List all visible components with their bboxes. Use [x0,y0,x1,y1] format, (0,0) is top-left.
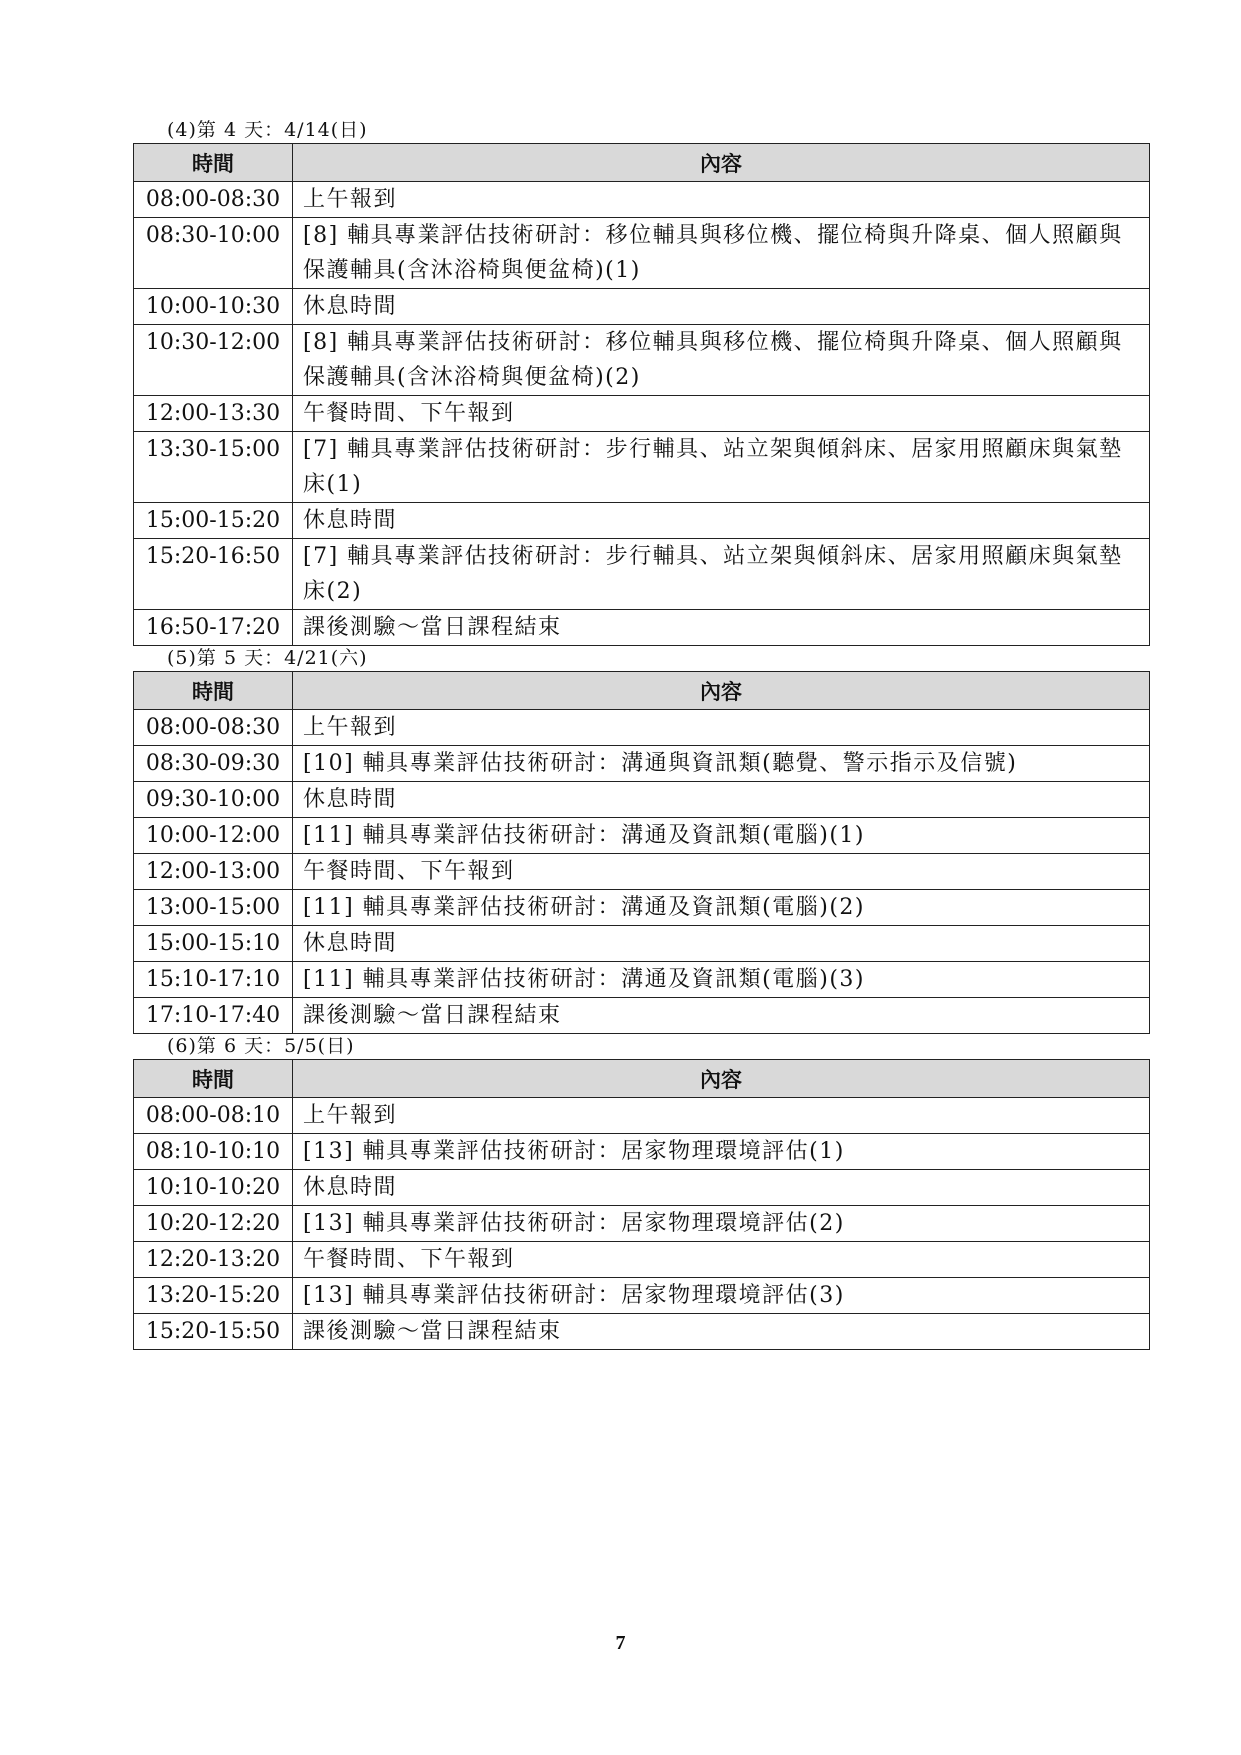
table-row [134,746,1150,782]
time-cell: 08:30-09:30 [134,746,293,782]
header-time: 時間 [134,1060,293,1098]
schedule-section-day4 [133,118,1149,646]
content-cell: [7] 輔具專業評估技術研討：步行輔具、站立架與傾斜床、居家用照顧床與氣墊床(2) [293,539,1150,610]
content-cell: 午餐時間、下午報到 [293,854,1150,890]
table-row [134,1206,1150,1242]
time-cell: 15:20-15:50 [134,1314,293,1350]
content-cell: 午餐時間、下午報到 [293,396,1150,432]
content-cell: 休息時間 [293,782,1150,818]
schedule-table [133,1059,1150,1350]
table-row [134,289,1150,325]
section-caption: (4)第 4 天：4/14(日) [167,119,368,141]
table-header-row [134,1060,1150,1098]
table-row [134,182,1150,218]
content-cell: 課後測驗～當日課程結束 [293,1314,1150,1350]
schedule-section-day5 [133,646,1149,1034]
time-cell: 15:20-16:50 [134,539,293,610]
table-row [134,432,1150,503]
content-cell: 休息時間 [293,926,1150,962]
time-cell: 10:00-12:00 [134,818,293,854]
content-cell: [10] 輔具專業評估技術研討：溝通與資訊類(聽覺、警示指示及信號) [293,746,1150,782]
content-cell: [13] 輔具專業評估技術研討：居家物理環境評估(3) [293,1278,1150,1314]
time-cell: 13:20-15:20 [134,1278,293,1314]
time-cell: 16:50-17:20 [134,610,293,646]
table-row [134,1242,1150,1278]
table-row [134,396,1150,432]
content-cell: [13] 輔具專業評估技術研討：居家物理環境評估(1) [293,1134,1150,1170]
content-cell: [8] 輔具專業評估技術研討：移位輔具與移位機、擺位椅與升降桌、個人照顧與保護輔具(含沐浴椅與便盆椅)(1) [293,218,1150,289]
time-cell: 15:10-17:10 [134,962,293,998]
schedule-section-day6 [133,1034,1149,1350]
table-row [134,962,1150,998]
time-cell: 08:00-08:30 [134,182,293,218]
table-header-row [134,144,1150,182]
section-caption: (5)第 5 天：4/21(六) [167,647,368,669]
header-content: 內容 [293,672,1150,710]
table-row [134,503,1150,539]
content-cell: [7] 輔具專業評估技術研討：步行輔具、站立架與傾斜床、居家用照顧床與氣墊床(1) [293,432,1150,503]
content-cell: [8] 輔具專業評估技術研討：移位輔具與移位機、擺位椅與升降桌、個人照顧與保護輔具(含沐浴椅與便盆椅)(2) [293,325,1150,396]
table-row [134,926,1150,962]
header-content: 內容 [293,144,1150,182]
time-cell: 08:30-10:00 [134,218,293,289]
table-row [134,782,1150,818]
document-page [133,118,1149,1350]
time-cell: 12:20-13:20 [134,1242,293,1278]
content-cell: 上午報到 [293,1098,1150,1134]
table-row [134,890,1150,926]
time-cell: 09:30-10:00 [134,782,293,818]
header-time: 時間 [134,144,293,182]
time-cell: 15:00-15:20 [134,503,293,539]
table-row [134,854,1150,890]
content-cell: 課後測驗～當日課程結束 [293,998,1150,1034]
content-cell: 休息時間 [293,1170,1150,1206]
time-cell: 08:00-08:10 [134,1098,293,1134]
time-cell: 10:00-10:30 [134,289,293,325]
time-cell: 10:30-12:00 [134,325,293,396]
time-cell: 08:10-10:10 [134,1134,293,1170]
table-row [134,710,1150,746]
schedule-table [133,671,1150,1034]
table-row [134,218,1150,289]
time-cell: 12:00-13:30 [134,396,293,432]
content-cell: 午餐時間、下午報到 [293,1242,1150,1278]
time-cell: 10:20-12:20 [134,1206,293,1242]
table-row [134,539,1150,610]
content-cell: 課後測驗～當日課程結束 [293,610,1150,646]
content-cell: [11] 輔具專業評估技術研討：溝通及資訊類(電腦)(2) [293,890,1150,926]
content-cell: [11] 輔具專業評估技術研討：溝通及資訊類(電腦)(1) [293,818,1150,854]
time-cell: 13:30-15:00 [134,432,293,503]
table-row [134,1098,1150,1134]
content-cell: 休息時間 [293,503,1150,539]
time-cell: 17:10-17:40 [134,998,293,1034]
section-caption: (6)第 6 天：5/5(日) [167,1035,355,1057]
content-cell: [11] 輔具專業評估技術研討：溝通及資訊類(電腦)(3) [293,962,1150,998]
table-header-row [134,672,1150,710]
time-cell: 12:00-13:00 [134,854,293,890]
time-cell: 13:00-15:00 [134,890,293,926]
table-row [134,1278,1150,1314]
header-time: 時間 [134,672,293,710]
schedule-table [133,143,1150,646]
table-row [134,818,1150,854]
table-row [134,998,1150,1034]
table-row [134,1134,1150,1170]
content-cell: [13] 輔具專業評估技術研討：居家物理環境評估(2) [293,1206,1150,1242]
table-row [134,1314,1150,1350]
time-cell: 15:00-15:10 [134,926,293,962]
table-row [134,1170,1150,1206]
time-cell: 08:00-08:30 [134,710,293,746]
content-cell: 上午報到 [293,182,1150,218]
page-number: 7 [615,1632,626,1654]
table-row [134,325,1150,396]
table-row [134,610,1150,646]
time-cell: 10:10-10:20 [134,1170,293,1206]
content-cell: 休息時間 [293,289,1150,325]
header-content: 內容 [293,1060,1150,1098]
content-cell: 上午報到 [293,710,1150,746]
